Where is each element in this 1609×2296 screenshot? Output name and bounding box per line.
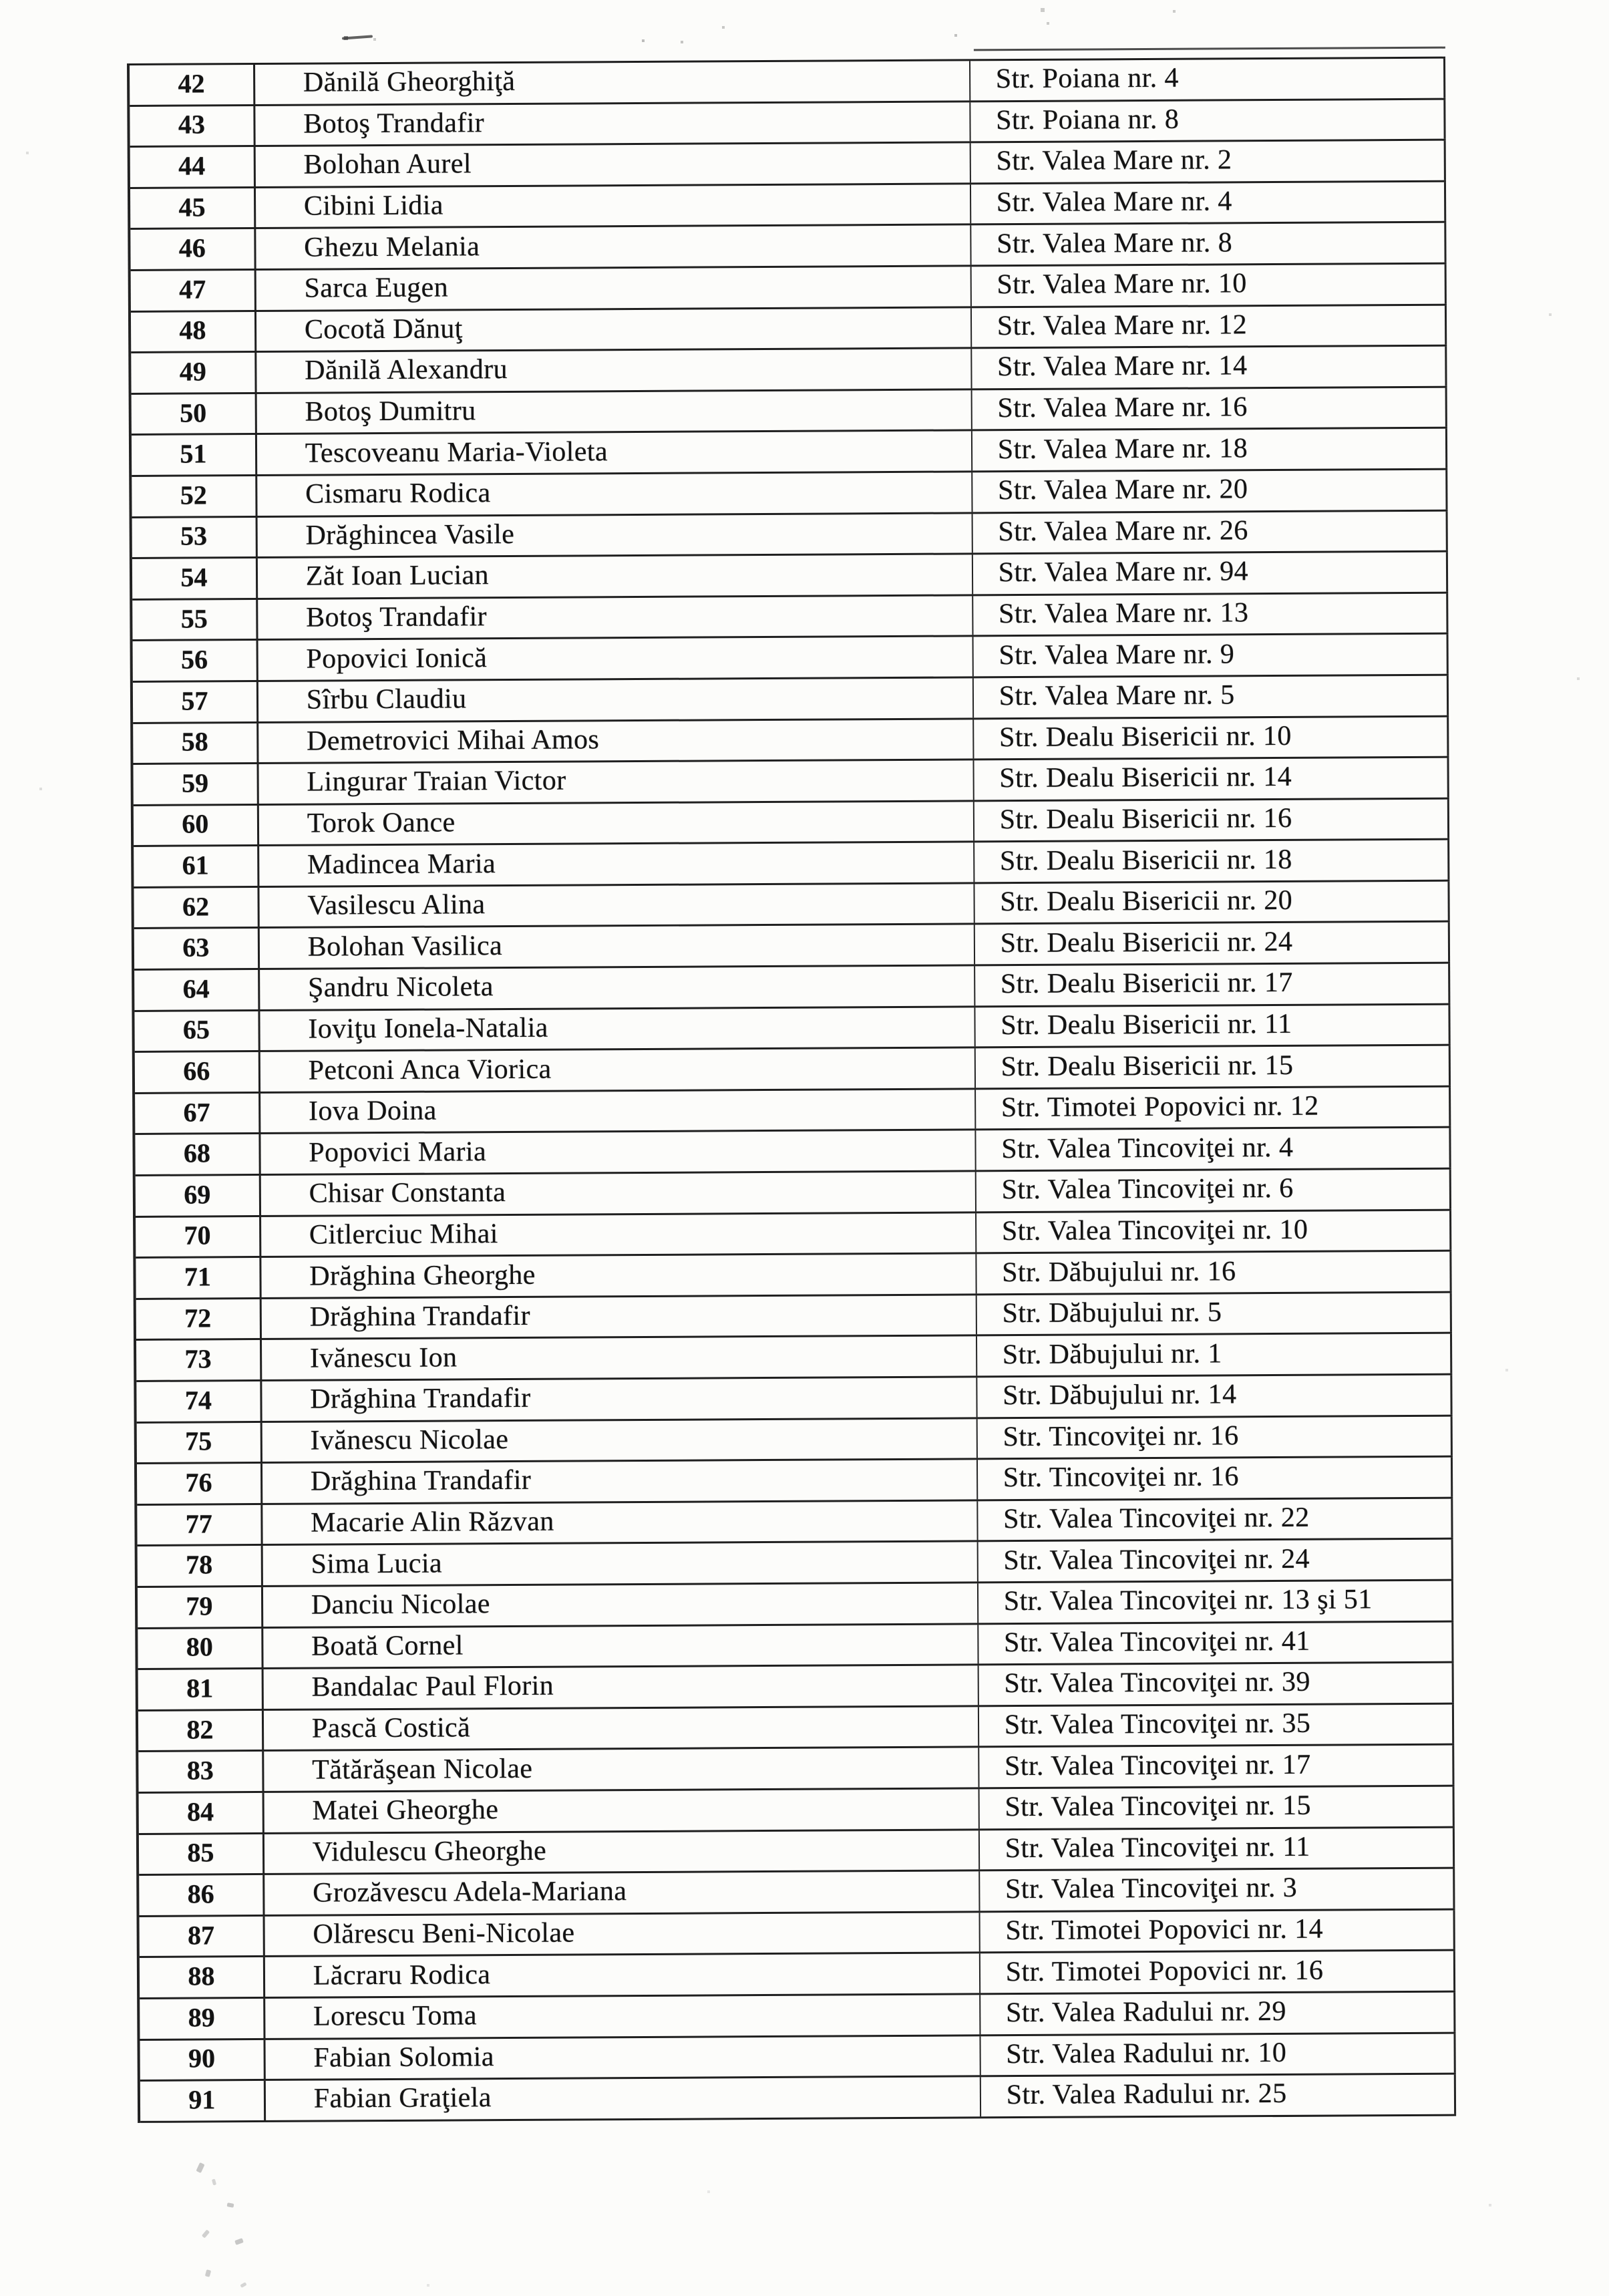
- row-number-cell: 86: [139, 1875, 264, 1915]
- row-number-cell: 45: [130, 188, 256, 228]
- row-number-cell: 66: [135, 1052, 260, 1092]
- table-row: [138, 1746, 1454, 1794]
- name-cell: Cismaru Rodica: [257, 472, 972, 515]
- table-row: [138, 1581, 1453, 1629]
- table-row: [134, 882, 1449, 930]
- pencil-smudge: [240, 2282, 246, 2288]
- name-cell: Iova Doina: [260, 1090, 976, 1132]
- name-cell: Danciu Nicolae: [263, 1583, 978, 1626]
- row-number-cell: 54: [132, 558, 258, 599]
- row-number-cell: 89: [140, 1999, 265, 2039]
- name-cell: Olărescu Beni-Nicolae: [264, 1913, 980, 1955]
- row-number-cell: 56: [133, 641, 258, 681]
- table-row: [140, 1910, 1455, 1958]
- table-row: [139, 1787, 1455, 1835]
- table-row: [132, 387, 1447, 436]
- row-number-cell: 57: [133, 682, 258, 722]
- row-number-cell: 75: [137, 1423, 262, 1463]
- row-number-cell: 61: [134, 846, 259, 886]
- address-cell: Str. Dăbujului nr. 14: [977, 1375, 1453, 1417]
- residents-table: [127, 57, 1456, 2123]
- name-cell: Sîrbu Claudiu: [258, 678, 974, 721]
- table-row: [132, 429, 1447, 477]
- pencil-smudge: [202, 2229, 210, 2238]
- row-number-cell: 76: [137, 1464, 262, 1504]
- address-cell: Str. Valea Mare nr. 18: [972, 429, 1448, 470]
- name-cell: Grozăvescu Adela-Mariana: [264, 1871, 980, 1914]
- name-cell: Torok Oance: [259, 802, 974, 844]
- table-row: [132, 470, 1447, 518]
- table-row: [135, 1087, 1451, 1135]
- name-cell: Botoş Trandafir: [258, 596, 973, 639]
- address-cell: Str. Valea Tincoviţei nr. 11: [980, 1828, 1455, 1869]
- address-cell: Str. Valea Tincoviţei nr. 35: [979, 1704, 1455, 1746]
- table-row: [136, 1170, 1451, 1218]
- address-cell: Str. Valea Mare nr. 5: [974, 676, 1449, 717]
- name-cell: Ivănescu Ion: [262, 1337, 977, 1379]
- address-cell: Str. Valea Mare nr. 20: [972, 470, 1448, 512]
- name-cell: Lorescu Toma: [265, 1995, 980, 2037]
- address-cell: Str. Valea Mare nr. 26: [972, 511, 1448, 552]
- address-cell: Str. Dealu Bisericii nr. 18: [974, 840, 1450, 882]
- pencil-smudge: [196, 2162, 204, 2173]
- table-row: [140, 2075, 1456, 2123]
- table-row: [131, 265, 1447, 313]
- table-row: [134, 923, 1450, 971]
- table-row: [137, 1416, 1453, 1464]
- row-number-cell: 59: [133, 764, 258, 804]
- row-number-cell: 84: [139, 1793, 264, 1833]
- table-row: [130, 182, 1446, 230]
- row-number-cell: 62: [134, 888, 259, 928]
- table-row: [131, 347, 1447, 395]
- table-row: [138, 1663, 1454, 1711]
- row-number-cell: 43: [130, 106, 255, 146]
- name-cell: Fabian Solomia: [265, 2036, 980, 2079]
- address-cell: Str. Dealu Bisericii nr. 15: [975, 1046, 1451, 1088]
- address-cell: Str. Dăbujului nr. 5: [976, 1293, 1452, 1334]
- name-cell: Madincea Maria: [259, 843, 974, 886]
- address-cell: Str. Valea Tincoviţei nr. 17: [979, 1746, 1455, 1787]
- name-cell: Ioviţu Ionela-Natalia: [260, 1007, 975, 1050]
- table-body: [127, 57, 1456, 2123]
- address-cell: Str. Valea Mare nr. 9: [973, 635, 1449, 676]
- pencil-smudge: [212, 2179, 216, 2186]
- address-cell: Str. Valea Mare nr. 94: [973, 552, 1449, 594]
- address-cell: Str. Valea Tincoviţei nr. 4: [976, 1128, 1451, 1170]
- row-number-cell: 69: [136, 1176, 261, 1216]
- address-cell: Str. Valea Mare nr. 14: [972, 347, 1447, 388]
- name-cell: Drăghina Trandafir: [262, 1460, 978, 1503]
- table-row: [134, 964, 1450, 1012]
- row-number-cell: 50: [132, 394, 257, 434]
- row-number-cell: 42: [130, 65, 255, 105]
- row-number-cell: 68: [135, 1134, 260, 1174]
- scan-dash-artifact: [342, 35, 373, 39]
- row-number-cell: 87: [140, 1917, 265, 1957]
- pencil-smudge: [234, 2238, 244, 2245]
- row-number-cell: 58: [133, 723, 258, 763]
- name-cell: Citlerciuc Mihai: [261, 1213, 976, 1256]
- name-cell: Vasilescu Alina: [259, 884, 974, 927]
- name-cell: Popovici Maria: [260, 1131, 976, 1174]
- row-number-cell: 79: [138, 1587, 263, 1627]
- address-cell: Str. Valea Mare nr. 2: [970, 141, 1446, 182]
- table-row: [130, 100, 1445, 148]
- table-row: [138, 1622, 1453, 1670]
- row-number-cell: 88: [140, 1957, 265, 1997]
- address-cell: Str. Valea Mare nr. 13: [973, 593, 1449, 635]
- address-cell: Str. Valea Tincoviţei nr. 15: [979, 1787, 1455, 1828]
- name-cell: Lingurar Traian Victor: [258, 760, 974, 803]
- row-number-cell: 91: [140, 2081, 266, 2121]
- row-number-cell: 82: [138, 1711, 264, 1751]
- name-cell: Drăghina Gheorghe: [261, 1255, 976, 1297]
- address-cell: Str. Valea Tincoviţei nr. 13 şi 51: [978, 1581, 1454, 1623]
- table-row: [131, 305, 1447, 353]
- table-row: [132, 593, 1448, 641]
- address-cell: Str. Valea Mare nr. 4: [971, 182, 1447, 223]
- table-row: [134, 799, 1449, 847]
- address-cell: Str. Tincoviţei nr. 16: [978, 1458, 1453, 1499]
- name-cell: Tătărăşean Nicolae: [264, 1748, 979, 1791]
- scan-double-line-artifact: [974, 47, 1445, 51]
- table-row: [136, 1375, 1452, 1424]
- address-cell: Str. Valea Tincoviţei nr. 41: [978, 1622, 1454, 1663]
- table-row: [133, 717, 1449, 765]
- table-row: [139, 1828, 1455, 1876]
- row-number-cell: 65: [134, 1011, 260, 1051]
- name-cell: Lăcraru Rodica: [265, 1954, 980, 1997]
- address-cell: Str. Dăbujului nr. 16: [976, 1252, 1452, 1293]
- address-cell: Str. Valea Mare nr. 8: [971, 223, 1447, 265]
- address-cell: Str. Poiana nr. 8: [970, 100, 1446, 141]
- scan-noise-specks: [0, 0, 1, 1]
- name-cell: Botoş Dumitru: [256, 390, 972, 433]
- table-row: [137, 1498, 1453, 1546]
- row-number-cell: 72: [136, 1299, 262, 1339]
- address-cell: Str. Valea Mare nr. 12: [972, 305, 1447, 347]
- address-cell: Str. Dealu Bisericii nr. 10: [974, 717, 1449, 758]
- name-cell: Ivănescu Nicolae: [262, 1419, 977, 1462]
- table-row: [130, 223, 1446, 271]
- name-cell: Macarie Alin Răzvan: [262, 1501, 978, 1544]
- row-number-cell: 67: [135, 1094, 260, 1134]
- table-row: [132, 552, 1448, 601]
- row-number-cell: 77: [137, 1505, 262, 1545]
- name-cell: Demetrovici Mihai Amos: [258, 719, 974, 762]
- table-row: [133, 758, 1449, 806]
- name-cell: Drăghina Trandafir: [262, 1377, 977, 1420]
- address-cell: Str. Valea Tincoviţei nr. 6: [976, 1170, 1451, 1211]
- name-cell: Petconi Anca Viorica: [260, 1049, 976, 1092]
- name-cell: Boată Cornel: [263, 1625, 978, 1667]
- address-cell: Str. Timotei Popovici nr. 14: [980, 1910, 1455, 1951]
- table-row: [133, 676, 1449, 724]
- row-number-cell: 70: [136, 1217, 261, 1257]
- table-row: [135, 1046, 1451, 1094]
- address-cell: Str. Valea Tincoviţei nr. 10: [976, 1210, 1452, 1252]
- row-number-cell: 46: [130, 229, 256, 269]
- table-row: [136, 1293, 1452, 1341]
- table-row: [134, 1005, 1450, 1053]
- row-number-cell: 49: [131, 353, 256, 393]
- address-cell: Str. Poiana nr. 4: [970, 59, 1446, 100]
- table-row: [134, 840, 1449, 888]
- address-cell: Str. Tincoviţei nr. 16: [977, 1416, 1453, 1458]
- name-cell: Bolohan Vasilica: [260, 925, 975, 968]
- name-cell: Matei Gheorghe: [264, 1789, 979, 1832]
- address-cell: Str. Dealu Bisericii nr. 20: [974, 882, 1450, 923]
- name-cell: Zăt Ioan Lucian: [258, 555, 973, 598]
- row-number-cell: 53: [132, 518, 258, 558]
- address-cell: Str. Valea Tincoviţei nr. 22: [978, 1498, 1453, 1540]
- address-cell: Str. Timotei Popovici nr. 12: [976, 1087, 1451, 1128]
- address-cell: Str. Valea Tincoviţei nr. 39: [978, 1663, 1454, 1705]
- name-cell: Drăghincea Vasile: [257, 514, 972, 556]
- name-cell: Botoş Trandafir: [255, 102, 970, 145]
- row-number-cell: 51: [132, 435, 257, 475]
- name-cell: Drăghina Trandafir: [261, 1295, 976, 1338]
- table-row: [138, 1704, 1454, 1752]
- table-row: [140, 1951, 1455, 1999]
- table-row: [130, 141, 1446, 189]
- name-cell: Popovici Ionică: [258, 637, 973, 680]
- table-row: [135, 1128, 1451, 1176]
- table-row: [133, 635, 1449, 683]
- row-number-cell: 78: [138, 1546, 263, 1586]
- row-number-cell: 48: [131, 312, 256, 352]
- row-number-cell: 52: [132, 476, 257, 516]
- name-cell: Dănilă Gheorghiţă: [255, 61, 970, 104]
- address-cell: Str. Valea Radului nr. 29: [980, 1993, 1456, 2034]
- name-cell: Vidulescu Gheorghe: [264, 1830, 980, 1873]
- pencil-smudge: [227, 2202, 234, 2208]
- address-cell: Str. Valea Tincoviţei nr. 24: [978, 1540, 1453, 1581]
- address-cell: Str. Dealu Bisericii nr. 16: [974, 799, 1450, 840]
- name-cell: Pască Costică: [264, 1707, 979, 1750]
- address-cell: Str. Valea Radului nr. 10: [980, 2033, 1456, 2075]
- name-cell: Şandru Nicoleta: [260, 966, 975, 1009]
- address-cell: Str. Valea Tincoviţei nr. 3: [980, 1869, 1455, 1911]
- name-cell: Dănilă Alexandru: [256, 349, 972, 392]
- name-cell: Fabian Graţiela: [266, 2077, 981, 2120]
- name-cell: Ghezu Melania: [256, 226, 971, 269]
- name-cell: Chisar Constanta: [261, 1172, 976, 1214]
- table-row: [136, 1252, 1451, 1300]
- name-cell: Cibini Lidia: [256, 184, 971, 227]
- address-cell: Str. Timotei Popovici nr. 16: [980, 1951, 1456, 1993]
- row-number-cell: 90: [140, 2039, 265, 2080]
- name-cell: Bandalac Paul Florin: [263, 1666, 978, 1709]
- name-cell: Sarca Eugen: [256, 267, 971, 309]
- row-number-cell: 44: [130, 147, 256, 187]
- row-number-cell: 63: [134, 929, 260, 969]
- row-number-cell: 73: [136, 1340, 262, 1380]
- row-number-cell: 74: [136, 1381, 262, 1422]
- row-number-cell: 55: [132, 600, 258, 640]
- name-cell: Sima Lucia: [262, 1542, 978, 1585]
- address-cell: Str. Valea Mare nr. 10: [971, 265, 1447, 306]
- table-row: [139, 1869, 1455, 1917]
- table-row: [138, 1540, 1453, 1588]
- name-cell: Cocotă Dănuţ: [256, 308, 972, 351]
- row-number-cell: 81: [138, 1669, 264, 1709]
- row-number-cell: 60: [134, 806, 259, 846]
- row-number-cell: 71: [136, 1258, 261, 1298]
- name-cell: Tescoveanu Maria-Violeta: [257, 432, 972, 474]
- address-cell: Str. Dealu Bisericii nr. 17: [975, 964, 1451, 1005]
- address-cell: Str. Dealu Bisericii nr. 14: [974, 758, 1449, 800]
- address-cell: Str. Dăbujului nr. 1: [977, 1334, 1453, 1375]
- address-cell: Str. Valea Radului nr. 25: [981, 2075, 1457, 2116]
- name-cell: Bolohan Aurel: [255, 144, 970, 186]
- row-number-cell: 80: [138, 1629, 263, 1669]
- row-number-cell: 83: [138, 1752, 264, 1792]
- table-row: [130, 59, 1445, 107]
- table-row: [137, 1458, 1453, 1506]
- table-row: [136, 1210, 1451, 1259]
- table-row: [136, 1334, 1452, 1382]
- row-number-cell: 47: [131, 271, 256, 311]
- row-number-cell: 64: [134, 970, 260, 1010]
- pencil-smudge: [205, 2269, 211, 2277]
- address-cell: Str. Valea Mare nr. 16: [972, 387, 1447, 429]
- row-number-cell: 85: [139, 1834, 264, 1874]
- address-cell: Str. Dealu Bisericii nr. 24: [974, 923, 1450, 964]
- table-row: [140, 1993, 1455, 2041]
- address-cell: Str. Dealu Bisericii nr. 11: [975, 1005, 1451, 1046]
- table-row: [132, 511, 1448, 559]
- table-row: [140, 2033, 1455, 2082]
